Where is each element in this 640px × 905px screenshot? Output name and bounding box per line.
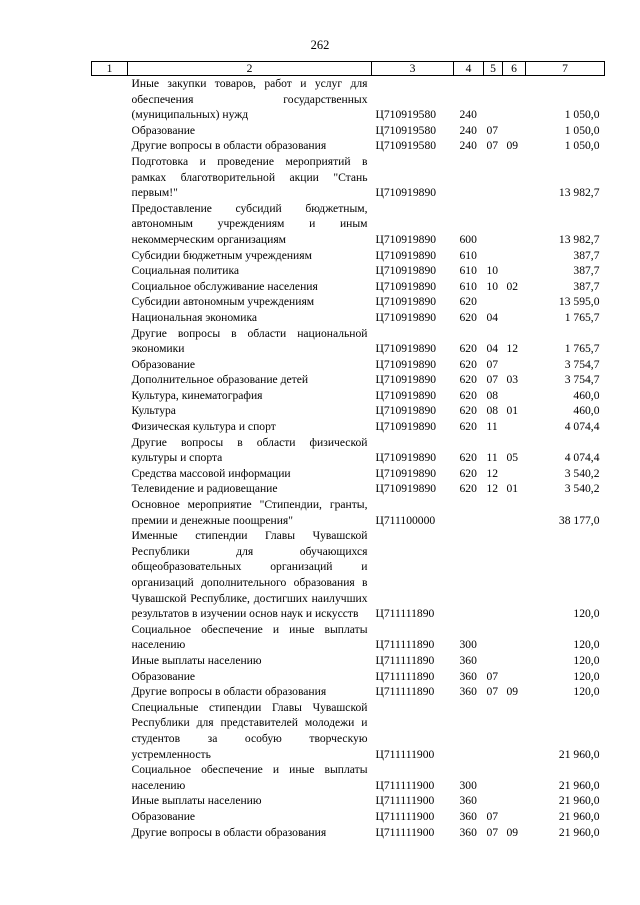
expense-type-code: 610 (459, 279, 477, 293)
amount: 1 765,7 (564, 342, 600, 356)
blank (92, 419, 128, 435)
amount: 21 960,0 (558, 825, 600, 839)
table-row (92, 684, 605, 700)
amount: 120,0 (573, 638, 600, 652)
item-name: Другие вопросы в области образования (131, 825, 327, 839)
expense-type-code (454, 497, 484, 528)
subsection-code (503, 528, 526, 622)
amount: 120,0 (573, 607, 600, 621)
blank (92, 403, 128, 419)
expense-type-code (454, 154, 484, 201)
section-code: 11 (486, 451, 498, 465)
expense-type-code: 300 (459, 638, 477, 652)
target-article-code: Ц710919890 (375, 248, 437, 262)
item-name: Образование (131, 123, 196, 137)
table-body (92, 62, 605, 841)
blank (92, 825, 128, 841)
target-article-code: Ц710919890 (375, 232, 437, 246)
amount: 13 595,0 (558, 295, 600, 309)
target-article-code: Ц711111900 (375, 809, 435, 823)
table-row (92, 825, 605, 841)
blank (92, 700, 128, 762)
amount: 3 754,7 (564, 373, 600, 387)
subsection-code (503, 497, 526, 528)
item-name: Иные закупки товаров, работ и услуг для обеспечения государственных (муниципальных) нужд (131, 77, 368, 122)
section-code: 07 (486, 669, 499, 683)
target-article-code: Ц710919890 (375, 404, 437, 418)
target-article-code: Ц710919890 (375, 295, 437, 309)
target-article-code: Ц710919890 (375, 466, 437, 480)
expense-type-code: 360 (459, 825, 477, 839)
table-row (92, 294, 605, 310)
column-number: 3 (372, 62, 454, 76)
section-code: 04 (486, 342, 499, 356)
table-row (92, 123, 605, 139)
amount: 21 960,0 (558, 747, 600, 761)
target-article-code: Ц710919580 (375, 139, 437, 153)
subsection-code (503, 76, 526, 123)
subsection-code (503, 154, 526, 201)
expense-type-code: 600 (459, 232, 477, 246)
item-name: Социальное обслуживание населения (131, 279, 318, 293)
item-name: Социальное обеспечение и иные выплаты населению (131, 763, 368, 792)
section-code (484, 201, 503, 248)
subsection-code: 01 (506, 404, 519, 418)
column-number: 1 (92, 62, 128, 76)
target-article-code: Ц711111890 (375, 607, 435, 621)
blank (92, 248, 128, 264)
item-name: Культура, кинематография (131, 388, 263, 402)
section-code (484, 762, 503, 793)
item-name: Культура (131, 404, 176, 418)
section-code: 07 (486, 357, 499, 371)
target-article-code: Ц711100000 (375, 513, 436, 527)
blank (92, 653, 128, 669)
subsection-code: 01 (506, 482, 519, 496)
expense-type-code: 620 (459, 466, 477, 480)
section-code (484, 154, 503, 201)
target-article-code: Ц710919890 (375, 482, 437, 496)
blank (92, 372, 128, 388)
item-name: Образование (131, 357, 196, 371)
subsection-code: 12 (506, 342, 519, 356)
amount: 387,7 (573, 279, 600, 293)
target-article-code: Ц711111900 (375, 747, 435, 761)
amount: 460,0 (573, 388, 600, 402)
column-number-row (92, 62, 605, 76)
item-name: Иные выплаты населению (131, 653, 262, 667)
expense-type-code: 620 (459, 373, 477, 387)
subsection-code: 09 (506, 825, 519, 839)
amount: 120,0 (573, 685, 600, 699)
subsection-code (503, 700, 526, 762)
target-article-code: Ц710919890 (375, 357, 437, 371)
table-row (92, 793, 605, 809)
expense-type-code: 300 (459, 778, 477, 792)
expense-type-code: 240 (459, 123, 477, 137)
amount: 21 960,0 (558, 778, 600, 792)
blank (92, 138, 128, 154)
column-number: 4 (454, 62, 484, 76)
item-name: Другие вопросы в области образования (131, 685, 327, 699)
table-row (92, 357, 605, 373)
item-name: Субсидии бюджетным учреждениям (131, 248, 312, 262)
item-name: Предоставление субсидий бюджетным, автономным учреждениям и иным некоммерческим организациям (131, 201, 368, 246)
table-row (92, 279, 605, 295)
expense-type-code: 610 (459, 264, 477, 278)
section-code (484, 497, 503, 528)
section-code: 10 (486, 264, 499, 278)
item-name: Именные стипендии Главы Чувашской Республики для обучающихся общеобразовательных организаций и организаций дополнительного образования в Чувашской Республике, достигших наилучших результатов в изучении основ наук и искусств (131, 529, 368, 621)
table-row (92, 528, 605, 622)
amount: 4 074,4 (564, 420, 600, 434)
expense-type-code: 620 (459, 451, 477, 465)
expense-type-code: 360 (459, 669, 477, 683)
table-row (92, 809, 605, 825)
target-article-code: Ц710919890 (375, 310, 437, 324)
amount: 1 765,7 (564, 310, 600, 324)
blank (92, 123, 128, 139)
expense-type-code: 620 (459, 310, 477, 324)
section-code: 08 (486, 404, 499, 418)
expense-type-code: 620 (459, 342, 477, 356)
table-row (92, 762, 605, 793)
target-article-code: Ц710919890 (375, 264, 437, 278)
subsection-code: 09 (506, 685, 519, 699)
blank (92, 809, 128, 825)
page-number: 262 (310, 38, 330, 52)
blank (92, 326, 128, 357)
subsection-code (503, 653, 526, 669)
subsection-code (503, 294, 526, 310)
item-name: Другие вопросы в области национальной экономики (131, 326, 368, 356)
blank (92, 310, 128, 326)
target-article-code: Ц711111900 (375, 778, 435, 792)
section-code: 10 (486, 279, 499, 293)
target-article-code: Ц711111900 (375, 825, 435, 839)
amount: 38 177,0 (558, 513, 600, 527)
table-row (92, 435, 605, 466)
expense-type-code: 620 (459, 295, 477, 309)
target-article-code: Ц710919890 (375, 420, 437, 434)
item-name: Подготовка и проведение мероприятий в рамках благотворительной акции "Стань первым!" (131, 154, 368, 200)
amount: 13 982,7 (558, 186, 600, 200)
expense-type-code: 360 (459, 653, 477, 667)
section-code: 04 (486, 310, 499, 324)
subsection-code: 05 (506, 451, 519, 465)
blank (92, 466, 128, 482)
subsection-code (503, 310, 526, 326)
blank (92, 357, 128, 373)
target-article-code: Ц710919890 (375, 186, 437, 200)
table-row (92, 669, 605, 685)
section-code (484, 653, 503, 669)
blank (92, 481, 128, 497)
item-name: Субсидии автономным учреждениям (131, 295, 315, 309)
target-article-code: Ц711111890 (375, 669, 435, 683)
expense-type-code: 240 (459, 108, 477, 122)
amount: 3 754,7 (564, 357, 600, 371)
expense-type-code: 620 (459, 357, 477, 371)
blank (92, 684, 128, 700)
blank (92, 294, 128, 310)
table-row (92, 263, 605, 279)
blank (92, 279, 128, 295)
table-row (92, 201, 605, 248)
section-code: 07 (486, 373, 499, 387)
section-code (484, 528, 503, 622)
target-article-code: Ц710919890 (375, 342, 437, 356)
section-code: 12 (486, 466, 499, 480)
amount: 4 074,4 (564, 451, 600, 465)
table-row (92, 481, 605, 497)
blank (92, 201, 128, 248)
blank (92, 528, 128, 622)
item-name: Социальное обеспечение и иные выплаты населению (131, 622, 368, 652)
expense-type-code (454, 528, 484, 622)
target-article-code: Ц710919580 (375, 108, 437, 122)
section-code (484, 294, 503, 310)
item-name: Дополнительное образование детей (131, 373, 309, 387)
item-name: Другие вопросы в области физической культуры и спорта (131, 435, 368, 465)
table-row (92, 326, 605, 357)
amount: 3 540,2 (564, 482, 600, 496)
budget-table (91, 61, 605, 840)
expense-type-code: 240 (459, 139, 477, 153)
amount: 120,0 (573, 669, 600, 683)
amount: 1 050,0 (564, 108, 600, 122)
table-row (92, 388, 605, 404)
section-code (484, 248, 503, 264)
subsection-code (503, 263, 526, 279)
item-name: Основное мероприятие "Стипендии, гранты, премии и денежные поощрения" (131, 498, 368, 527)
section-code: 07 (486, 123, 499, 137)
blank (92, 793, 128, 809)
target-article-code: Ц710919890 (375, 451, 437, 465)
column-number: 6 (503, 62, 526, 76)
target-article-code: Ц711111890 (375, 638, 435, 652)
item-name: Социальная политика (131, 264, 240, 278)
item-name: Национальная экономика (131, 310, 258, 324)
section-code (484, 622, 503, 653)
subsection-code (503, 201, 526, 248)
item-name: Телевидение и радиовещание (131, 482, 278, 496)
item-name: Другие вопросы в области образования (131, 139, 327, 153)
blank (92, 388, 128, 404)
column-number: 2 (128, 62, 372, 76)
blank (92, 622, 128, 653)
subsection-code (503, 248, 526, 264)
amount: 387,7 (573, 264, 600, 278)
blank (92, 669, 128, 685)
target-article-code: Ц710919580 (375, 123, 437, 137)
table-row (92, 497, 605, 528)
table-row (92, 403, 605, 419)
table-row (92, 248, 605, 264)
table-row (92, 310, 605, 326)
amount: 13 982,7 (558, 232, 600, 246)
amount: 3 540,2 (564, 466, 600, 480)
subsection-code (503, 419, 526, 435)
amount: 387,7 (573, 248, 600, 262)
section-code: 08 (486, 388, 499, 402)
table-row (92, 466, 605, 482)
target-article-code: Ц711111890 (375, 685, 435, 699)
blank (92, 154, 128, 201)
table-row (92, 653, 605, 669)
expense-type-code: 620 (459, 482, 477, 496)
target-article-code: Ц711111900 (375, 794, 435, 808)
blank (92, 762, 128, 793)
amount: 120,0 (573, 653, 600, 667)
subsection-code (503, 622, 526, 653)
amount: 21 960,0 (558, 809, 600, 823)
table-row (92, 419, 605, 435)
table-row (92, 76, 605, 123)
section-code: 07 (486, 685, 499, 699)
expense-type-code: 620 (459, 388, 477, 402)
expense-type-code: 620 (459, 404, 477, 418)
subsection-code: 09 (506, 139, 519, 153)
blank (92, 435, 128, 466)
amount: 1 050,0 (564, 123, 600, 137)
column-number: 5 (484, 62, 503, 76)
section-code: 07 (486, 825, 499, 839)
section-code (484, 76, 503, 123)
blank (92, 76, 128, 123)
target-article-code: Ц710919890 (375, 388, 437, 402)
subsection-code (503, 793, 526, 809)
subsection-code (503, 669, 526, 685)
section-code: 12 (486, 482, 499, 496)
column-number: 7 (526, 62, 605, 76)
amount: 21 960,0 (558, 794, 600, 808)
item-name: Иные выплаты населению (131, 794, 262, 808)
section-code: 11 (486, 420, 498, 434)
amount: 1 050,0 (564, 139, 600, 153)
expense-type-code: 360 (459, 794, 477, 808)
blank (92, 497, 128, 528)
expense-type-code: 360 (459, 809, 477, 823)
table-row (92, 372, 605, 388)
expense-type-code: 360 (459, 685, 477, 699)
target-article-code: Ц710919890 (375, 279, 437, 293)
item-name: Средства массовой информации (131, 466, 291, 480)
table-row (92, 154, 605, 201)
item-name: Образование (131, 669, 196, 683)
subsection-code (503, 123, 526, 139)
subsection-code (503, 388, 526, 404)
section-code: 07 (486, 139, 499, 153)
amount: 460,0 (573, 404, 600, 418)
subsection-code (503, 762, 526, 793)
item-name: Специальные стипендии Главы Чувашской Республики для представителей молодежи и студентов за особую творческую устремленность (131, 700, 368, 761)
section-code: 07 (486, 809, 499, 823)
subsection-code (503, 466, 526, 482)
expense-type-code: 610 (459, 248, 477, 262)
item-name: Физическая культура и спорт (131, 420, 276, 434)
subsection-code: 03 (506, 373, 519, 387)
table-row (92, 622, 605, 653)
target-article-code: Ц710919890 (375, 373, 437, 387)
section-code (484, 793, 503, 809)
subsection-code: 02 (506, 279, 519, 293)
target-article-code: Ц711111890 (375, 653, 435, 667)
table-row (92, 700, 605, 762)
subsection-code (503, 357, 526, 373)
blank (92, 263, 128, 279)
expense-type-code: 620 (459, 420, 477, 434)
table-row (92, 138, 605, 154)
item-name: Образование (131, 809, 196, 823)
expense-type-code (454, 700, 484, 762)
section-code (484, 700, 503, 762)
subsection-code (503, 809, 526, 825)
